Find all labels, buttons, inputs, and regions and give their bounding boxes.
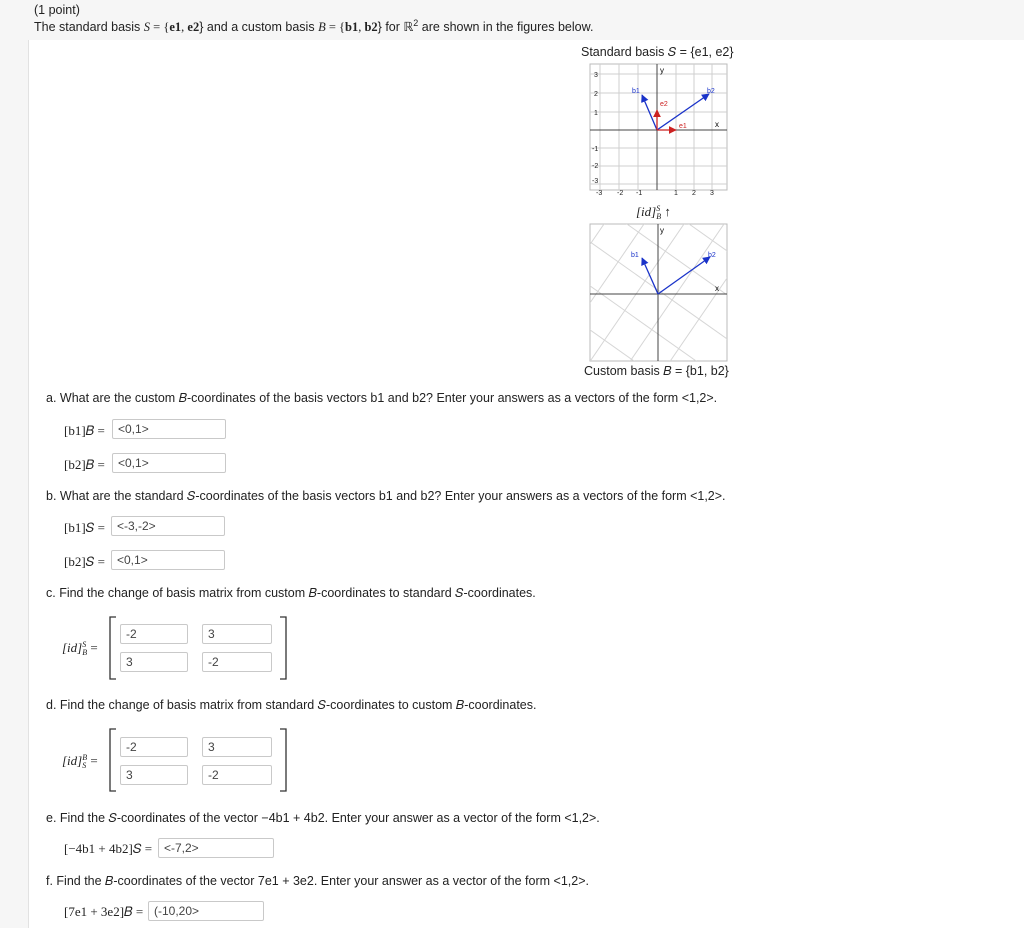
ytick-3: 3 bbox=[594, 72, 598, 79]
intro-comma: , bbox=[181, 20, 188, 35]
ytick-m1: -1 bbox=[592, 146, 599, 153]
xtick-m2: -2 bbox=[617, 190, 624, 197]
custom-basis-title: Custom basis 𝐵 = {b1, b2} bbox=[584, 364, 729, 378]
transform-sub: B bbox=[656, 212, 662, 222]
intro-close-for: } for bbox=[377, 20, 404, 35]
qc-sup: S bbox=[82, 640, 87, 650]
intro-sup: 2 bbox=[413, 18, 419, 28]
intro-b1: b1 bbox=[345, 20, 359, 35]
qb-label-b2: [b2]𝑆 = bbox=[64, 554, 105, 569]
qa-input-b2[interactable]: <0,1> bbox=[112, 453, 226, 473]
label-b2: b2 bbox=[707, 88, 715, 95]
intro-comma2: , bbox=[358, 20, 365, 35]
label-b1: b1 bbox=[632, 88, 640, 95]
qe-label: [−4b1 + 4b2]𝑆 = bbox=[64, 841, 153, 856]
qd-m21[interactable]: 3 bbox=[120, 765, 188, 785]
x-axis-label: x bbox=[715, 120, 719, 129]
question-e-text: e. Find the 𝑆-coordinates of the vector −4b1 + 4b2. Enter your answer as a vector of the form <1,2>. bbox=[46, 811, 600, 825]
intro-b2: b2 bbox=[364, 20, 378, 35]
transform-id: [id] bbox=[636, 204, 657, 219]
qa-input-b1[interactable]: <0,1> bbox=[112, 419, 226, 439]
up-arrow-icon: ↑ bbox=[664, 204, 671, 219]
intro-close-and: } and a custom basis bbox=[199, 20, 319, 35]
transform-arrow-label bbox=[636, 204, 671, 221]
custom-x-axis-label: x bbox=[715, 284, 719, 293]
standard-basis-figure bbox=[588, 62, 730, 202]
ytick-m3: -3 bbox=[592, 178, 599, 185]
qd-id: [id] bbox=[62, 753, 83, 768]
qc-sub: B bbox=[82, 648, 88, 658]
qa-label-b1: [b1]𝐵 = bbox=[64, 423, 105, 438]
qc-m12[interactable]: 3 bbox=[202, 624, 272, 644]
question-a-text: a. What are the custom 𝐵-coordinates of the basis vectors b1 and b2? Enter your answers as a vectors of the form <1,2>. bbox=[46, 391, 718, 405]
standard-basis-title: Standard basis 𝑆 = {e1, e2} bbox=[581, 45, 734, 59]
intro-rest: are shown in the figures below. bbox=[418, 20, 594, 35]
qd-matrix-label bbox=[62, 753, 98, 770]
ytick-1: 1 bbox=[594, 110, 598, 117]
qd-sub: S bbox=[82, 761, 87, 771]
qd-sup: B bbox=[82, 753, 88, 763]
qc-right-bracket bbox=[278, 616, 288, 680]
intro-R: ℝ bbox=[403, 20, 414, 35]
intro-e2: e2 bbox=[187, 20, 200, 35]
ytick-m2: -2 bbox=[592, 163, 599, 170]
qd-left-bracket bbox=[108, 728, 118, 792]
label-e2: e2 bbox=[660, 101, 668, 108]
qc-matrix-label bbox=[62, 640, 98, 657]
qe-input[interactable]: <-7,2> bbox=[158, 838, 274, 858]
y-axis-label: y bbox=[660, 66, 664, 75]
intro-B: B bbox=[318, 20, 326, 35]
intro-text bbox=[34, 18, 593, 35]
qf-input[interactable]: (-10,20> bbox=[148, 901, 264, 921]
qc-m11[interactable]: -2 bbox=[120, 624, 188, 644]
qb-input-b1[interactable]: <-3,-2> bbox=[111, 516, 225, 536]
qc-id: [id] bbox=[62, 640, 83, 655]
qd-right-bracket bbox=[278, 728, 288, 792]
qd-m11[interactable]: -2 bbox=[120, 737, 188, 757]
label-e1: e1 bbox=[679, 123, 687, 130]
qd-m22[interactable]: -2 bbox=[202, 765, 272, 785]
transform-sup: S bbox=[656, 204, 661, 214]
custom-label-b1: b1 bbox=[631, 252, 639, 259]
intro-S: S bbox=[143, 20, 151, 35]
intro-part1: The standard basis bbox=[34, 20, 144, 35]
question-c-text: c. Find the change of basis matrix from custom 𝐵-coordinates to standard 𝑆-coordinates. bbox=[46, 586, 536, 600]
problem-panel bbox=[28, 40, 1024, 928]
question-f-text: f. Find the 𝐵-coordinates of the vector 7e1 + 3e2. Enter your answer as a vector of the form <1,2>. bbox=[46, 874, 589, 888]
question-d-text: d. Find the change of basis matrix from standard 𝑆-coordinates to custom 𝐵-coordinates. bbox=[46, 698, 537, 712]
qd-eq: = bbox=[90, 753, 98, 768]
qc-left-bracket bbox=[108, 616, 118, 680]
qc-m21[interactable]: 3 bbox=[120, 652, 188, 672]
ytick-2: 2 bbox=[594, 91, 598, 98]
xtick-2: 2 bbox=[692, 190, 696, 197]
custom-y-axis-label: y bbox=[660, 226, 664, 235]
qb-label-b1: [b1]𝑆 = bbox=[64, 520, 105, 535]
question-b-text: b. What are the standard 𝑆-coordinates of the basis vectors b1 and b2? Enter your answers as a vectors of the form <1,2>. bbox=[46, 489, 726, 503]
xtick-m1: -1 bbox=[636, 190, 643, 197]
intro-eq-open: = { bbox=[150, 20, 170, 35]
qf-label: [7e1 + 3e2]𝐵 = bbox=[64, 904, 144, 919]
xtick-m3: -3 bbox=[596, 190, 603, 197]
intro-e1: e1 bbox=[169, 20, 182, 35]
custom-label-b2: b2 bbox=[708, 252, 716, 259]
qb-input-b2[interactable]: <0,1> bbox=[111, 550, 225, 570]
points-label: (1 point) bbox=[34, 3, 80, 17]
qa-label-b2: [b2]𝐵 = bbox=[64, 457, 105, 472]
standard-grid bbox=[590, 64, 727, 190]
xtick-1: 1 bbox=[674, 190, 678, 197]
qc-m22[interactable]: -2 bbox=[202, 652, 272, 672]
custom-basis-figure bbox=[588, 222, 730, 364]
qc-eq: = bbox=[90, 640, 98, 655]
xtick-3: 3 bbox=[710, 190, 714, 197]
intro-eq-open2: = { bbox=[325, 20, 346, 35]
qd-m12[interactable]: 3 bbox=[202, 737, 272, 757]
